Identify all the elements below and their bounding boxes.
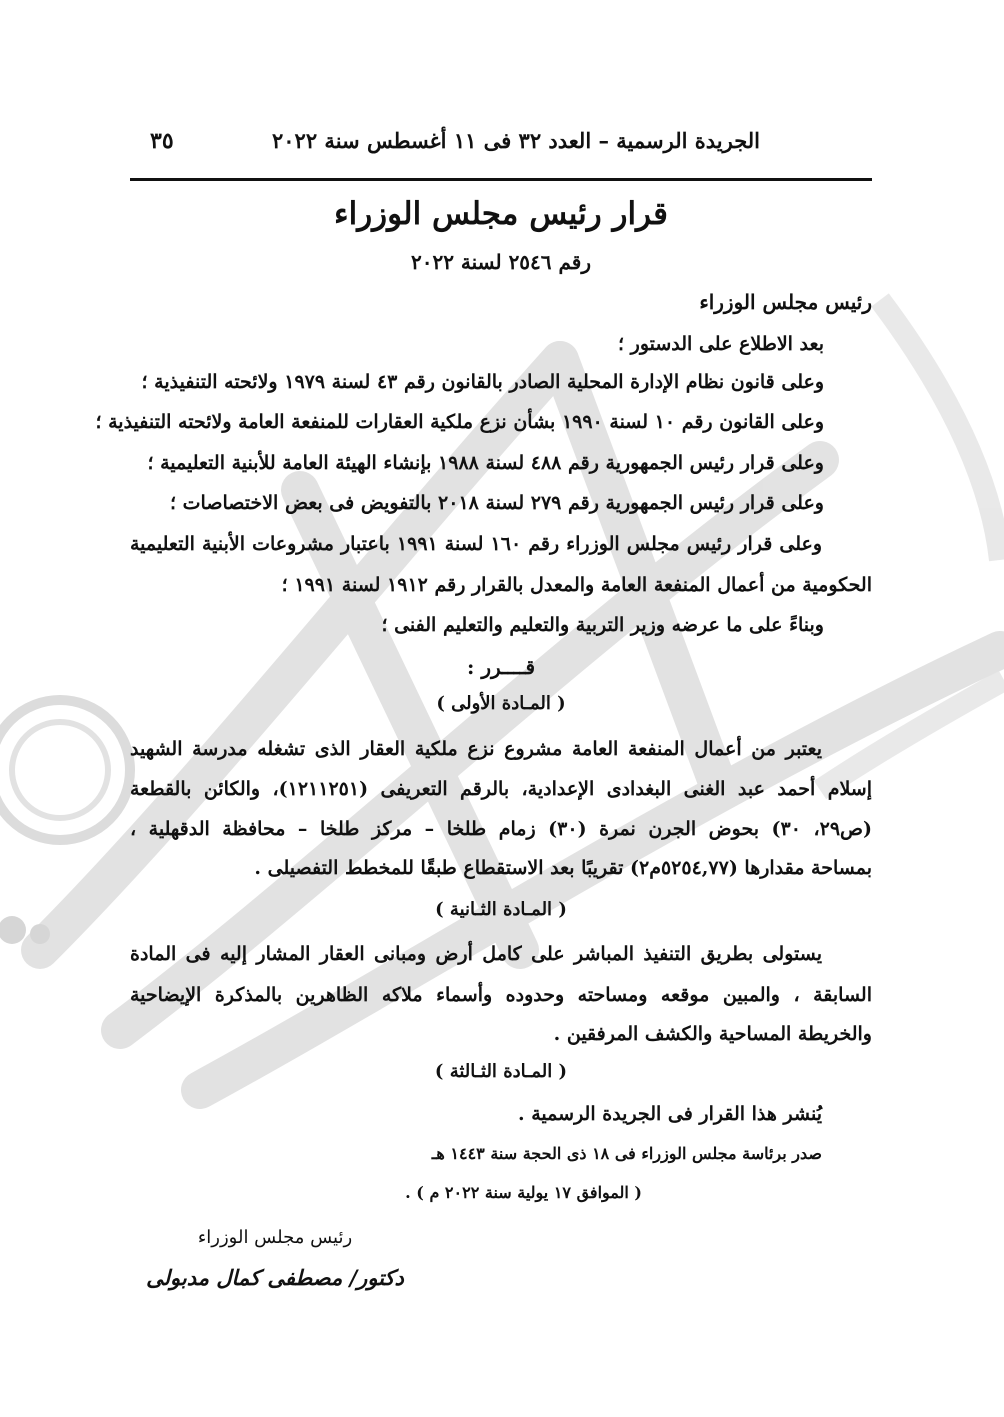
preamble-line: وعلى قرار رئيس الجمهورية رقم ٤٨٨ لسنة ١٩٨٨ بإنشاء الهيئة العامة للأبنية التعليمية ؛ [147, 452, 824, 474]
article-text-line: يُنشر هذا القرار فى الجريدة الرسمية . [518, 1103, 822, 1125]
gazette-header-title: الجريدة الرسمية – العدد ٣٢ فى ١١ أغسطس سنة ٢٠٢٢ [272, 128, 760, 153]
signature-title: رئيس مجلس الوزراء [197, 1227, 353, 1248]
article-text-line: السابقة ، والمبين موقعه ومساحته وحدوده وأسماء ملاكه الظاهرين بالمذكرة الإيضاحية [130, 984, 872, 1006]
decree-number: رقم ٢٥٤٦ لسنة ٢٠٢٢ [410, 250, 592, 274]
preamble-line: وعلى قانون نظام الإدارة المحلية الصادر بالقانون رقم ٤٣ لسنة ١٩٧٩ ولائحته التنفيذية ؛ [141, 371, 824, 393]
article-text-line: إسلام أحمد عبد الغنى البغدادى الإعدادية، بالرقم التعريفى (١٢١١٢٥١)، والكائن بالقطعة [130, 778, 872, 800]
preamble-line: الحكومية من أعمال المنفعة العامة والمعدل بالقرار رقم ١٩١٢ لسنة ١٩٩١ ؛ [281, 574, 872, 596]
decree-title: قرار رئيس مجلس الوزراء [334, 196, 668, 232]
preamble-line: وعلى قرار رئيس الجمهورية رقم ٢٧٩ لسنة ٢٠١٨ بالتفويض فى بعض الاختصاصات ؛ [170, 492, 824, 514]
preamble-line: وعلى القانون رقم ١٠ لسنة ١٩٩٠ بشأن نزع ملكية العقارات للمنفعة العامة ولائحته التنفيذية ؛ [95, 411, 824, 433]
article-text-line: يستولى بطريق التنفيذ المباشر على كامل أرض ومبانى العقار المشار إليه فى المادة [130, 943, 822, 965]
gazette-header [130, 128, 872, 168]
page-number: ٣٥ [150, 128, 174, 154]
article-text-line: بمساحة مقدارها (٥٢٥٤,٧٧م٢) تقريبًا بعد الاستقطاع طبقًا للمخطط التفصيلى . [254, 857, 872, 879]
article-text-line: والخريطة المساحية والكشف المرفقين . [553, 1023, 872, 1045]
article-heading: ( المـادة الثـانية ) [435, 899, 567, 920]
signature-name: دكتور/ مصطفى كمال مدبولى [146, 1265, 404, 1290]
issuer-heading: رئيس مجلس الوزراء [699, 290, 872, 314]
header-divider [130, 178, 872, 181]
issued-date-gregorian: ( الموافق ١٧ يولية سنة ٢٠٢٢ م ) . [405, 1183, 642, 1202]
preamble-line: بعد الاطلاع على الدستور ؛ [618, 333, 824, 355]
issued-date-hijri: صدر برئاسة مجلس الوزراء فى ١٨ ذى الحجة سنة ١٤٤٣ هـ [431, 1144, 822, 1163]
preamble-line: وبناءً على ما عرضه وزير التربية والتعليم والتعليم الفنى ؛ [381, 614, 824, 636]
article-heading: ( المـادة الثـالثة ) [434, 1061, 568, 1082]
preamble-line: وعلى قرار رئيس مجلس الوزراء رقم ١٦٠ لسنة ١٩٩١ باعتبار مشروعات الأبنية التعليمية [130, 533, 823, 555]
article-text-line: (ص٢٩، ٣٠) بحوض الجرن نمرة (٣٠) زمام طلخا – مركز طلخا – محافظة الدقهلية ، [130, 818, 873, 840]
article-text-line: يعتبر من أعمال المنفعة العامة مشروع نزع ملكية العقار الذى تشغله مدرسة الشهيد [130, 738, 822, 760]
article-heading: ( المـادة الأولى ) [436, 693, 566, 714]
decided-heading: قــــرر : [466, 655, 536, 679]
